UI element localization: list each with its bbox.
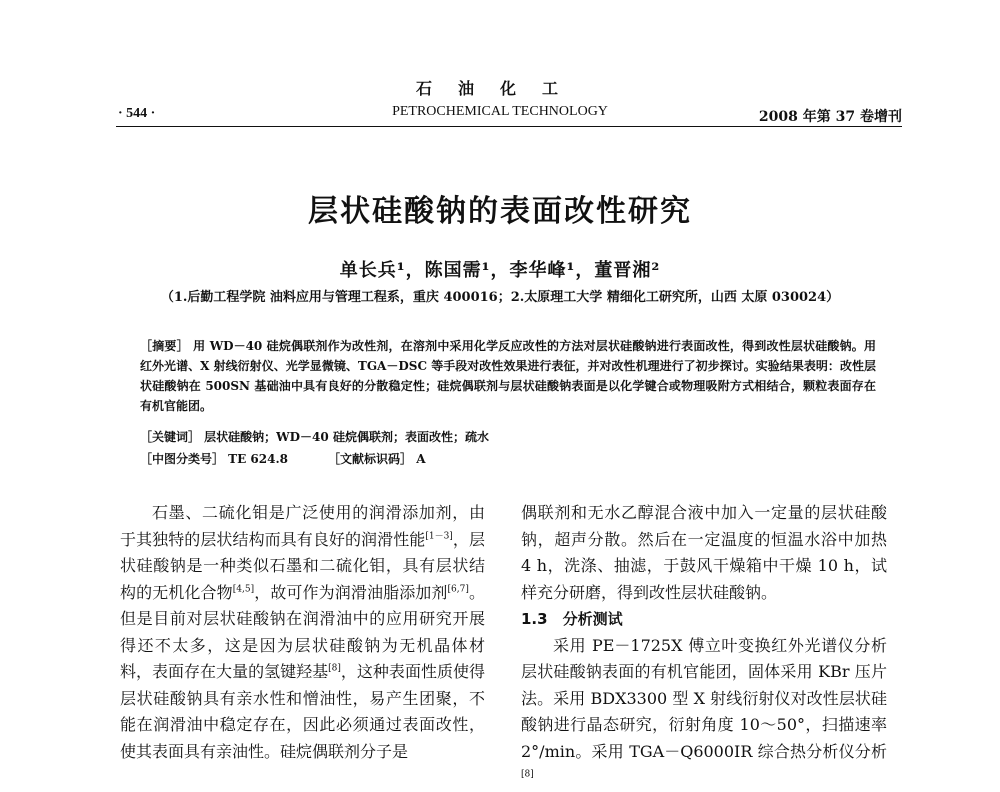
- body-column-right: [521, 500, 887, 792]
- keywords: ［关键词］ 层状硅酸钠；WD－40 硅烷偶联剂；表面改性；疏水: [140, 430, 489, 444]
- header-rule: [116, 126, 902, 127]
- paragraph: 石墨、二硫化钼是广泛使用的润滑添加剂，由于其独特的层状结构而具有良好的润滑性能[1－3]，层状硅酸钠是一种类似石墨和二硫化钼，具有层状结构的无机化合物[4,5]，故可作为润滑油脂添加剂[6,7]。但是目前对层状硅酸钠在润滑油中的应用研究开展得还不太多，这是因为层状硅酸钠为无机晶体材料，表面存在大量的氢键羟基[8]，这种表面性质使得层状硅酸钠具有亲水性和憎油性，易产生团聚，不能在润滑油中稳定存在，因此必须通过表面改性，使其表面具有亲油性。硅烷偶联剂分子是: [120, 503, 485, 761]
- citation: [1－3]: [425, 531, 453, 542]
- paragraph: 采用 PE－1725X 傅立叶变换红外光谱仪分析层状硅酸钠表面的有机官能团，固体采用 KBr 压片法。采用 BDX3300 型 X 射线衍射仪对改性层状硅酸钠进行晶态研究，衍射角度 10～50°，扫描速率 2°/min。采用 TGA－Q6000IR 综合热分析仪分析[8]: [521, 635, 887, 780]
- citation: [4,5]: [232, 584, 255, 595]
- body-column-left: [120, 500, 485, 765]
- citation: [6,7]: [447, 584, 469, 595]
- paragraph: 偶联剂和无水乙醇混合液中加入一定量的层状硅酸钠，超声分散。然后在一定温度的恒温水浴中加热 4 h，洗涤、抽滤，于鼓风干燥箱中干燥 10 h，试样充分研磨，得到改性层状硅酸钠。: [521, 503, 887, 602]
- journal-name-cn: 石油化工: [415, 79, 584, 98]
- classification: [140, 450, 426, 467]
- affiliations: （1.后勤工程学院 油料应用与管理工程系，重庆 400016；2.太原理工大学 精细化工研究所，山西 太原 030024）: [160, 290, 840, 305]
- journal-name-en: PETROCHEMICAL TECHNOLOGY: [392, 104, 608, 119]
- issue-info: 2008 年第 37 卷增刊: [758, 109, 902, 125]
- author-list: 单长兵¹，陈国需¹，李华峰¹，董晋湘²: [339, 260, 661, 281]
- page-number: · 544 ·: [118, 106, 156, 121]
- document-code: ［文献标识码］ A: [328, 452, 426, 466]
- section-heading: 1.3 分析测试: [521, 610, 623, 628]
- citation: [8]: [521, 769, 534, 780]
- clc-number: ［中图分类号］ TE 624.8: [140, 452, 289, 466]
- abstract: ［摘要］ 用 WD－40 硅烷偶联剂作为改性剂，在溶剂中采用化学反应改性的方法对层状硅酸钠进行表面改性，得到改性层状硅酸钠。用红外光谱、X 射线衍射仪、光学显微镜、TGA－DSC 等手段对改性效果进行表征，并对改性机理进行了初步探讨。实验结果表明：改性层状硅酸钠在 500SN 基础油中具有良好的分散稳定性；硅烷偶联剂与层状硅酸钠表面是以化学键合或物理吸附方式相结合，颗粒表面存在有机官能团。: [140, 339, 876, 413]
- citation: [8]: [328, 663, 341, 674]
- paper-title: 层状硅酸钠的表面改性研究: [308, 194, 692, 229]
